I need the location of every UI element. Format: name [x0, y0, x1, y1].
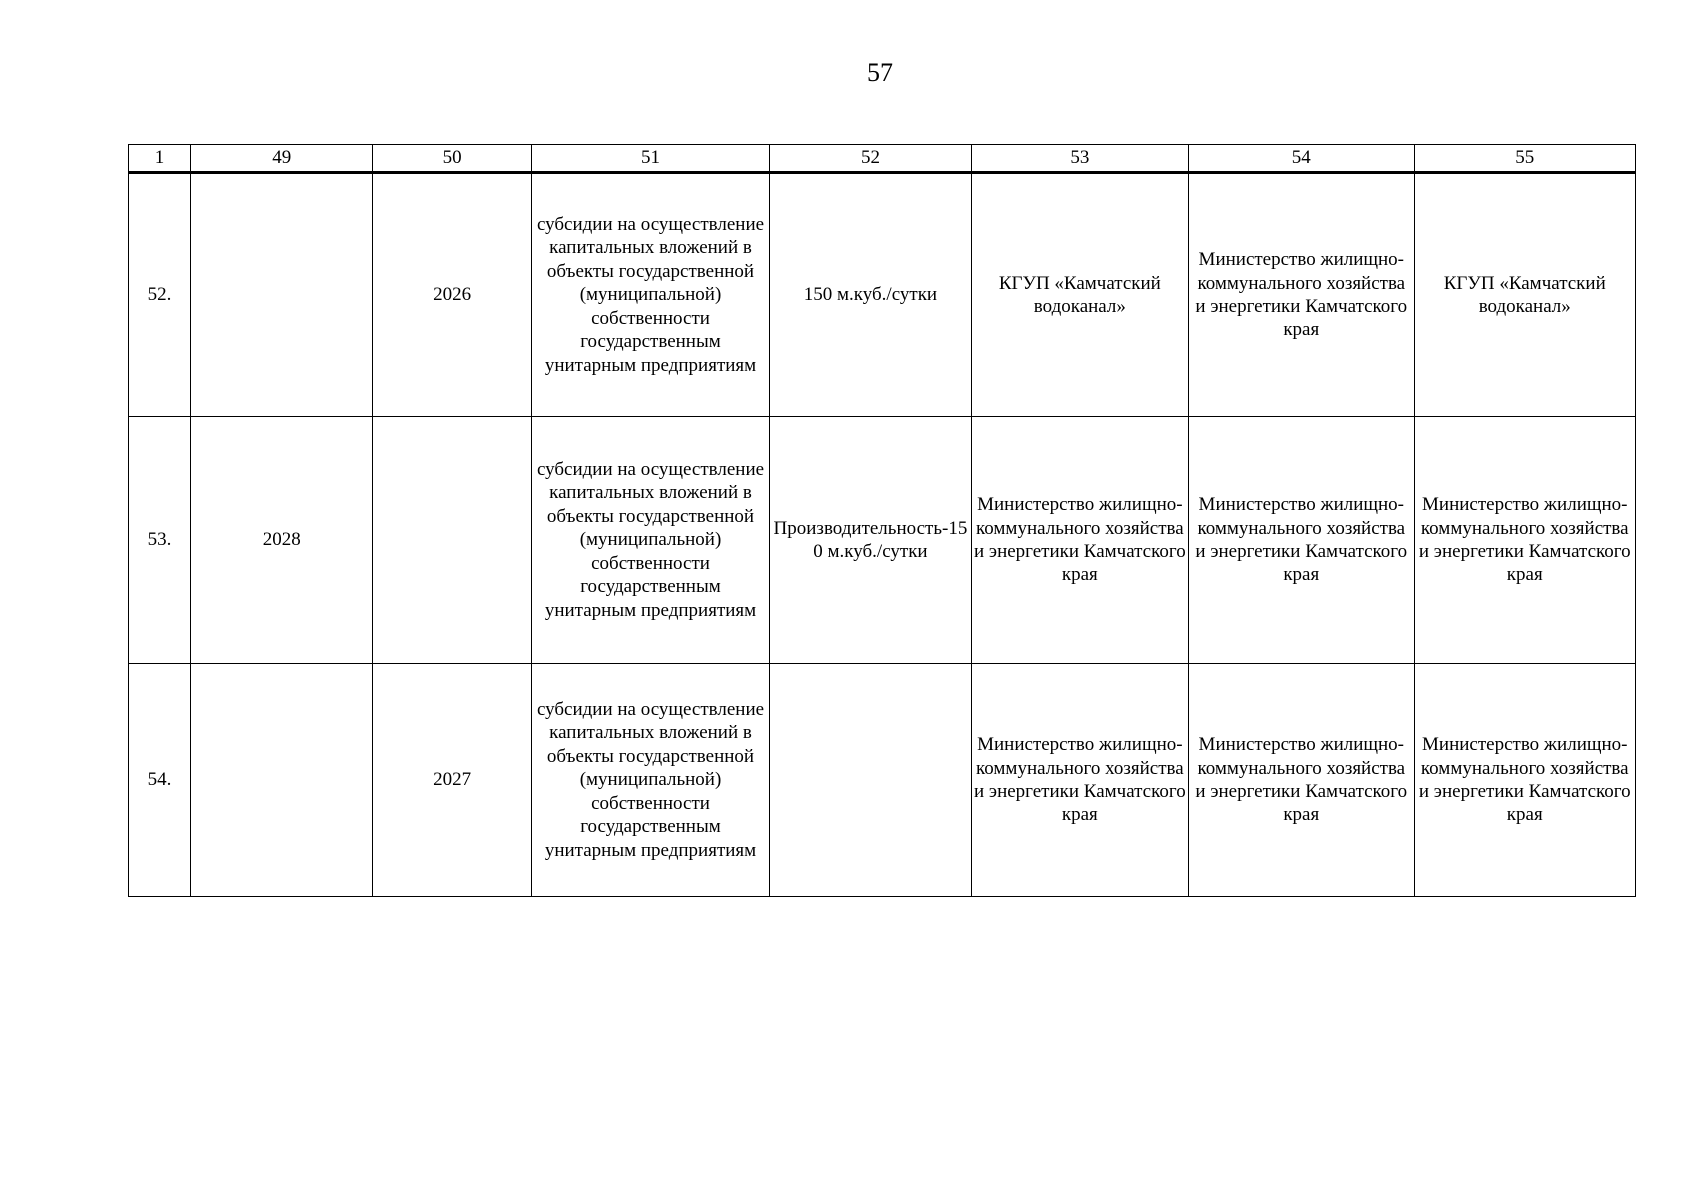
cell-col-55: Министерство жилищно-коммунального хозяйства и энергетики Камчатского края	[1414, 664, 1636, 897]
cell-col-54: Министерство жилищно-коммунального хозяйства и энергетики Камчатского края	[1189, 664, 1414, 897]
cell-col-52: Производительность-150 м.куб./сутки	[770, 417, 971, 664]
cell-col-54: Министерство жилищно-коммунального хозяйства и энергетики Камчатского края	[1189, 417, 1414, 664]
column-header: 1	[129, 145, 191, 173]
cell-col-50: 2027	[373, 664, 531, 897]
table-row	[129, 417, 1636, 664]
column-header: 53	[971, 145, 1188, 173]
cell-col-53: КГУП «Камчатский водоканал»	[971, 173, 1188, 417]
column-header: 51	[531, 145, 769, 173]
cell-col-52: 150 м.куб./сутки	[770, 173, 971, 417]
cell-col-49	[191, 664, 373, 897]
cell-col-51: субсидии на осуществление капитальных вложений в объекты государственной (муниципальной) собственности государственным унитарным предприятиям	[531, 173, 769, 417]
column-header: 49	[191, 145, 373, 173]
column-header: 54	[1189, 145, 1414, 173]
page-number: 57	[867, 58, 893, 87]
cell-col-50	[373, 417, 531, 664]
table-row	[129, 173, 1636, 417]
table-row	[129, 664, 1636, 897]
row-number-cell: 52.	[129, 173, 191, 417]
cell-col-51: субсидии на осуществление капитальных вложений в объекты государственной (муниципальной) собственности государственным унитарным предприятиям	[531, 664, 769, 897]
cell-col-51: субсидии на осуществление капитальных вложений в объекты государственной (муниципальной) собственности государственным унитарным предприятиям	[531, 417, 769, 664]
table-header-row	[129, 145, 1636, 173]
column-header: 50	[373, 145, 531, 173]
cell-col-54: Министерство жилищно-коммунального хозяйства и энергетики Камчатского края	[1189, 173, 1414, 417]
cell-col-55: Министерство жилищно-коммунального хозяйства и энергетики Камчатского края	[1414, 417, 1636, 664]
cell-col-52	[770, 664, 971, 897]
cell-col-49	[191, 173, 373, 417]
row-number-cell: 53.	[129, 417, 191, 664]
data-table	[128, 144, 1636, 897]
cell-col-53: Министерство жилищно-коммунального хозяйства и энергетики Камчатского края	[971, 417, 1188, 664]
column-header: 52	[770, 145, 971, 173]
column-header: 55	[1414, 145, 1636, 173]
cell-col-49: 2028	[191, 417, 373, 664]
cell-col-53: Министерство жилищно-коммунального хозяйства и энергетики Камчатского края	[971, 664, 1188, 897]
cell-col-50: 2026	[373, 173, 531, 417]
cell-col-55: КГУП «Камчатский водоканал»	[1414, 173, 1636, 417]
row-number-cell: 54.	[129, 664, 191, 897]
